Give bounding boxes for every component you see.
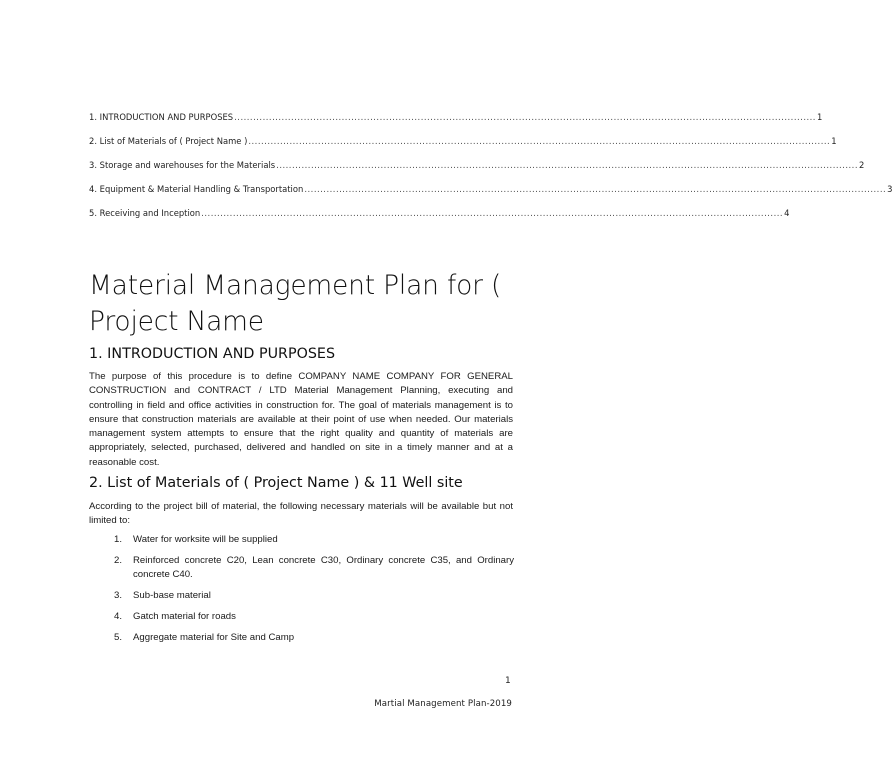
list-item-number: 2. [114, 555, 123, 567]
toc-leader-dots: ........................................................................................................................................................................................ [234, 112, 816, 122]
toc-leader-dots: ........................................................................................................................................................................................ [201, 208, 784, 218]
toc-entry-page: 1 [816, 112, 823, 122]
toc-entry[interactable] [89, 112, 823, 136]
section-heading-introduction: 1. INTRODUCTION AND PURPOSES [89, 346, 336, 362]
toc-entry-text: 2. List of Materials of ( Project Name ) [89, 136, 248, 146]
toc-entry[interactable] [89, 208, 790, 232]
list-item [114, 589, 514, 602]
list-item-text: Reinforced concrete C20, Lean concrete C30, Ordinary concrete C35, and Ordinary concrete C40. [133, 555, 514, 580]
list-item-number: 3. [114, 589, 123, 601]
footer-text: Martial Management Plan-2019 [374, 699, 512, 709]
toc-entry-text: 5. Receiving and Inception [89, 208, 201, 218]
list-item [114, 610, 514, 623]
list-item [114, 631, 514, 644]
toc-leader-dots: ........................................................................................................................................................................................ [248, 136, 831, 146]
document-title: Material Management Plan for ( Project Name [89, 270, 502, 337]
toc-entry-page: 2 [859, 160, 865, 170]
toc-entry-page: 1 [831, 136, 837, 146]
list-item-text: Gatch material for roads [133, 611, 236, 623]
list-item [114, 554, 514, 581]
list-item [114, 533, 514, 546]
list-item-number: 5. [114, 632, 123, 644]
list-item-number: 4. [114, 611, 123, 623]
section-heading-materials: 2. List of Materials of ( Project Name ) & 11 Well site [89, 475, 463, 491]
materials-list [114, 533, 514, 652]
introduction-paragraph: The purpose of this procedure is to define COMPANY NAME COMPANY FOR GENERAL CONSTRUCTION and CONTRACT / LTD Material Management Planning, executing and controlling in field and office activities in construction for. The goal of materials management is to ensure that construction materials are available at their point of use when needed. Our materials management system attempts to ensure that the right quality and quantity of materials are appropriately, selected, purchased, delivered and handled on site in a timely manner and at a reasonable cost. [89, 371, 513, 468]
table-of-contents [89, 112, 893, 232]
list-item-text: Sub-base material [133, 589, 211, 601]
toc-leader-dots: ........................................................................................................................................................................................ [276, 160, 858, 170]
toc-entry-text: 4. Equipment & Material Handling & Transportation [89, 184, 304, 194]
list-item-text: Water for worksite will be supplied [133, 534, 278, 545]
toc-entry-page: 3 [887, 184, 893, 194]
toc-entry-text: 3. Storage and warehouses for the Materials [89, 160, 276, 170]
toc-entry-page: 4 [784, 208, 790, 218]
toc-leader-dots: ........................................................................................................................................................................................ [304, 184, 887, 194]
toc-entry[interactable] [89, 136, 837, 160]
toc-entry-text: 1. INTRODUCTION AND PURPOSES [89, 112, 234, 122]
toc-entry[interactable] [89, 184, 893, 208]
materials-intro-paragraph: According to the project bill of material, the following necessary materials will be available but not limited to: [89, 501, 513, 527]
toc-entry[interactable] [89, 160, 865, 184]
list-item-number: 1. [114, 534, 123, 545]
page-number: 1 [505, 676, 511, 686]
list-item-text: Aggregate material for Site and Camp [133, 632, 295, 644]
